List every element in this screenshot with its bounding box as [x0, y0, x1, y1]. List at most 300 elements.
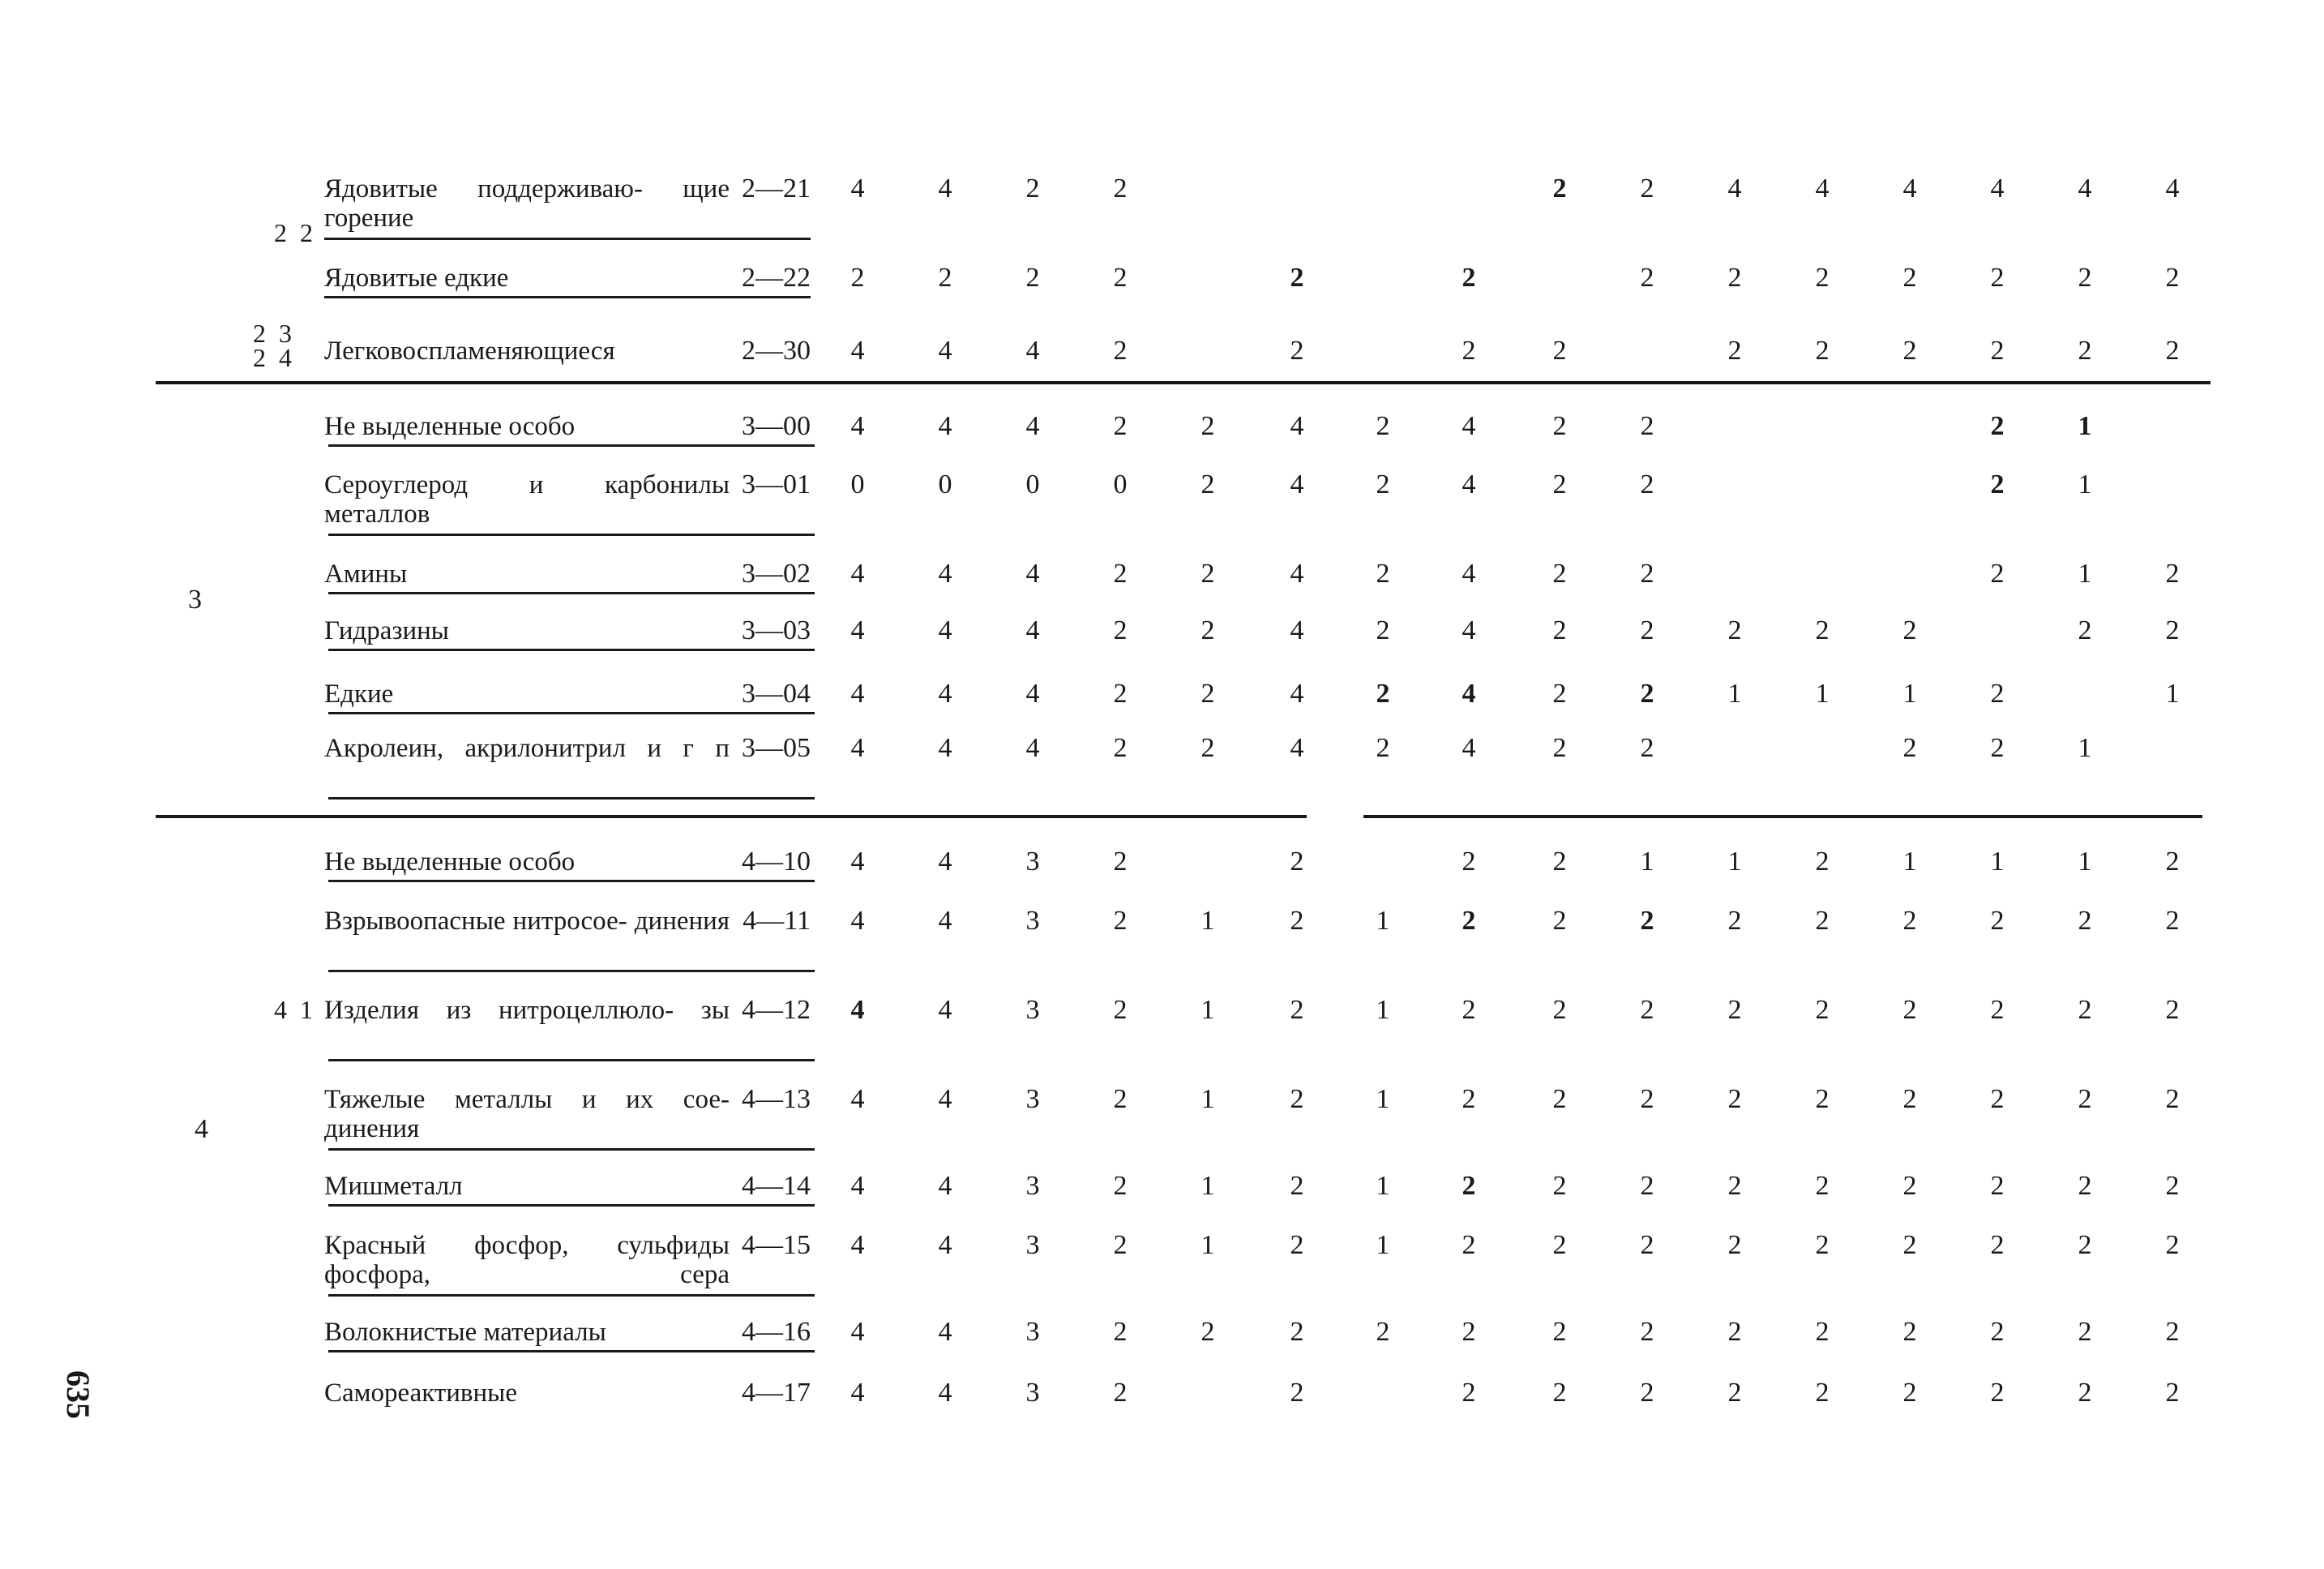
row-underline [328, 880, 815, 882]
table-cell: 2 [1201, 615, 1215, 645]
table-cell: 3 [1025, 847, 1040, 877]
table-cell: 4 [1025, 336, 1040, 366]
row-code: 2—30 [742, 336, 811, 366]
table-cell: 1 [1376, 1171, 1390, 1201]
table-cell: 2 [1462, 1378, 1476, 1408]
table-cell: 3 [1025, 906, 1040, 936]
table-cell: 3 [1025, 1378, 1040, 1408]
table-cell: 1 [1640, 847, 1654, 877]
table-cell: 2 [1113, 559, 1128, 589]
table-cell: 2 [1902, 1317, 1917, 1347]
table-cell: 4 [1290, 469, 1304, 499]
row-name: Легковоспламеняющиеся [324, 337, 615, 366]
table-cell: 2 [2165, 615, 2180, 645]
table-cell: 4 [938, 1378, 952, 1408]
table-cell: 2 [1990, 1378, 2005, 1408]
table-cell: 4 [850, 1317, 865, 1347]
page-number: 635 [60, 1370, 96, 1419]
table-cell: 2 [1552, 469, 1567, 499]
table-cell: 2 [1552, 559, 1567, 589]
table-cell: 2 [1376, 679, 1390, 709]
table-cell: 2 [1640, 733, 1654, 763]
table-cell: 2 [1025, 263, 1040, 293]
table-cell: 2 [1902, 263, 1917, 293]
table-cell: 1 [1376, 995, 1390, 1025]
table-cell: 2 [1990, 336, 2005, 366]
table-cell: 2 [1552, 1230, 1567, 1260]
table-cell: 2 [1290, 1230, 1304, 1260]
table-cell: 2 [1552, 174, 1567, 204]
table-cell: 2 [1113, 1084, 1128, 1114]
table-cell: 1 [1201, 1171, 1215, 1201]
row-code: 4—14 [742, 1171, 811, 1201]
row-name: Амины [324, 559, 408, 589]
table-cell: 2 [1552, 336, 1567, 366]
row-code: 3—00 [742, 411, 811, 441]
table-cell: 4 [1025, 679, 1040, 709]
table-cell: 2 [2078, 336, 2092, 366]
table-cell: 2 [1376, 1317, 1390, 1347]
table-cell: 0 [1113, 469, 1128, 499]
table-cell: 2 [1201, 469, 1215, 499]
table-cell: 2 [1640, 174, 1654, 204]
table-cell: 1 [1201, 906, 1215, 936]
table-cell: 4 [850, 733, 865, 763]
table-cell: 2 [1113, 679, 1128, 709]
table-cell: 2 [2165, 1084, 2180, 1114]
table-cell: 4 [1462, 733, 1476, 763]
table-cell: 2 [1462, 1171, 1476, 1201]
table-cell: 1 [2078, 733, 2092, 763]
row-name: Мишметалл [324, 1172, 463, 1201]
table-cell: 2 [1462, 995, 1476, 1025]
subgroup-label: 4 1 [274, 995, 316, 1024]
row-name: Не выделенные особо [324, 847, 576, 877]
table-cell: 2 [1552, 1084, 1567, 1114]
table-cell: 2 [1902, 995, 1917, 1025]
table-cell: 2 [1640, 615, 1654, 645]
row-name: Красный фосфор, сульфиды фосфора, сера [324, 1231, 730, 1289]
table-cell: 3 [1025, 995, 1040, 1025]
table-cell: 2 [1815, 1378, 1830, 1408]
table-cell: 4 [1290, 733, 1304, 763]
table-cell: 1 [1902, 679, 1917, 709]
table-cell: 4 [1290, 615, 1304, 645]
table-cell: 2 [1201, 679, 1215, 709]
row-name: Самореактивные [324, 1378, 517, 1408]
table-cell: 2 [1990, 263, 2005, 293]
table-cell: 4 [850, 847, 865, 877]
table-cell: 2 [1552, 679, 1567, 709]
row-name: Волокнистые материалы [324, 1318, 606, 1347]
table-cell: 1 [2078, 469, 2092, 499]
table-cell: 2 [2165, 1317, 2180, 1347]
table-cell: 2 [1113, 615, 1128, 645]
table-cell: 2 [1902, 615, 1917, 645]
table-cell: 4 [1902, 174, 1917, 204]
table-cell: 2 [1990, 733, 2005, 763]
row-code: 4—13 [742, 1084, 811, 1114]
row-underline [324, 296, 811, 298]
table-cell: 2 [1113, 847, 1128, 877]
table-cell: 2 [1113, 174, 1128, 204]
row-underline [328, 797, 815, 800]
table-cell: 2 [1815, 1317, 1830, 1347]
table-cell: 3 [1025, 1230, 1040, 1260]
table-cell: 2 [2078, 1378, 2092, 1408]
table-cell: 2 [1902, 1378, 1917, 1408]
table-cell: 4 [850, 1378, 865, 1408]
table-cell: 4 [938, 733, 952, 763]
table-cell: 3 [1025, 1317, 1040, 1347]
table-cell: 2 [1727, 1084, 1742, 1114]
table-cell: 2 [1727, 263, 1742, 293]
table-cell: 2 [2165, 1230, 2180, 1260]
table-cell: 2 [1640, 411, 1654, 441]
table-cell: 2 [1815, 1084, 1830, 1114]
table-cell: 2 [1552, 411, 1567, 441]
table-cell: 2 [1727, 336, 1742, 366]
table-cell: 2 [1113, 995, 1128, 1025]
table-cell: 4 [1290, 411, 1304, 441]
table-cell: 2 [1113, 411, 1128, 441]
table-cell: 4 [1462, 615, 1476, 645]
row-code: 4—16 [742, 1317, 811, 1347]
table-cell: 4 [850, 1084, 865, 1114]
table-cell: 2 [2078, 615, 2092, 645]
table-cell: 1 [1376, 1230, 1390, 1260]
table-cell: 4 [1025, 411, 1040, 441]
table-cell: 2 [1201, 733, 1215, 763]
table-cell: 2 [1552, 847, 1567, 877]
row-name: Ядовитые едкие [324, 264, 509, 293]
table-cell: 2 [1990, 1317, 2005, 1347]
table-cell: 2 [2078, 263, 2092, 293]
table-cell: 2 [1552, 615, 1567, 645]
table-cell: 1 [1815, 679, 1830, 709]
table-cell: 4 [850, 1171, 865, 1201]
table-cell: 4 [850, 1230, 865, 1260]
table-cell: 4 [1815, 174, 1830, 204]
row-underline [328, 592, 815, 594]
table-cell: 2 [1290, 906, 1304, 936]
table-cell: 2 [1462, 847, 1476, 877]
table-cell: 4 [850, 174, 865, 204]
table-cell: 2 [1113, 1317, 1128, 1347]
table-cell: 1 [1201, 1084, 1215, 1114]
table-cell: 2 [2165, 1171, 2180, 1201]
row-name: Гидразины [324, 616, 449, 645]
table-cell: 1 [1727, 679, 1742, 709]
row-code: 4—11 [743, 906, 811, 936]
table-cell: 1 [1902, 847, 1917, 877]
table-cell: 2 [1640, 995, 1654, 1025]
table-cell: 2 [1376, 411, 1390, 441]
table-cell: 2 [1815, 1230, 1830, 1260]
table-cell: 2 [1462, 1230, 1476, 1260]
table-cell: 2 [1462, 336, 1476, 366]
table-cell: 2 [1640, 679, 1654, 709]
row-name: Ядовитые поддерживаю- щие горение [324, 174, 730, 233]
row-code: 4—12 [742, 995, 811, 1025]
table-cell: 2 [1201, 411, 1215, 441]
table-cell: 4 [1462, 411, 1476, 441]
table-cell: 2 [1640, 1378, 1654, 1408]
row-underline [328, 1148, 815, 1151]
table-cell: 0 [850, 469, 865, 499]
table-cell: 2 [1990, 906, 2005, 936]
row-code: 4—17 [742, 1378, 811, 1408]
row-code: 4—10 [742, 847, 811, 877]
table-cell: 2 [1640, 1317, 1654, 1347]
row-underline [328, 649, 815, 651]
table-cell: 2 [1290, 336, 1304, 366]
table-cell: 2 [1376, 733, 1390, 763]
table-cell: 2 [1815, 263, 1830, 293]
table-cell: 2 [1113, 336, 1128, 366]
table-cell: 2 [1640, 559, 1654, 589]
table-cell: 2 [1462, 1084, 1476, 1114]
table-cell: 2 [2165, 263, 2180, 293]
table-cell: 2 [1113, 1171, 1128, 1201]
table-cell: 4 [1290, 559, 1304, 589]
table-cell: 1 [1201, 1230, 1215, 1260]
table-cell: 4 [938, 615, 952, 645]
table-cell: 2 [1902, 336, 1917, 366]
table-cell: 0 [938, 469, 952, 499]
table-cell: 2 [1552, 1171, 1567, 1201]
row-name: Едкие [324, 679, 394, 709]
table-cell: 3 [1025, 1171, 1040, 1201]
table-cell: 2 [1815, 847, 1830, 877]
table-cell: 2 [1902, 1171, 1917, 1201]
table-cell: 2 [1815, 1171, 1830, 1201]
row-name: Акролеин, акрилонитрил и г п [324, 734, 730, 763]
table-cell: 3 [1025, 1084, 1040, 1114]
table-cell: 2 [1727, 1171, 1742, 1201]
table-cell: 2 [2165, 559, 2180, 589]
table-cell: 2 [850, 263, 865, 293]
table-cell: 4 [850, 906, 865, 936]
row-underline [328, 1059, 815, 1061]
row-code: 3—04 [742, 679, 811, 709]
table-cell: 1 [2078, 411, 2092, 441]
table-cell: 4 [938, 411, 952, 441]
table-cell: 2 [1552, 995, 1567, 1025]
table-cell: 2 [1990, 559, 2005, 589]
table-cell: 2 [1113, 906, 1128, 936]
table-cell: 4 [850, 679, 865, 709]
table-cell: 4 [938, 1171, 952, 1201]
table-cell: 4 [1990, 174, 2005, 204]
table-cell: 4 [2165, 174, 2180, 204]
row-code: 2—22 [742, 263, 811, 293]
table-cell: 4 [850, 995, 865, 1025]
row-code: 3—05 [742, 733, 811, 763]
table-cell: 2 [1990, 411, 2005, 441]
table-cell: 4 [938, 1230, 952, 1260]
table-cell: 1 [2165, 679, 2180, 709]
table-cell: 4 [938, 1317, 952, 1347]
table-cell: 2 [1290, 1171, 1304, 1201]
table-cell: 2 [1376, 615, 1390, 645]
table-cell: 4 [850, 336, 865, 366]
table-cell: 2 [1727, 995, 1742, 1025]
table-cell: 2 [938, 263, 952, 293]
table-cell: 2 [1462, 1317, 1476, 1347]
row-code: 3—03 [742, 615, 811, 645]
section-divider [156, 381, 2211, 384]
table-cell: 2 [1727, 906, 1742, 936]
table-cell: 2 [1815, 336, 1830, 366]
row-code: 2—21 [742, 174, 811, 204]
table-cell: 0 [1025, 469, 1040, 499]
table-cell: 2 [1552, 1317, 1567, 1347]
table-cell: 2 [2165, 906, 2180, 936]
subgroup-label: 2 3 2 4 [253, 319, 295, 372]
table-cell: 2 [1640, 1171, 1654, 1201]
table-cell: 2 [1727, 1378, 1742, 1408]
table-cell: 2 [1640, 469, 1654, 499]
table-cell: 2 [1990, 1084, 2005, 1114]
table-cell: 2 [1290, 1378, 1304, 1408]
table-cell: 2 [2165, 995, 2180, 1025]
table-cell: 2 [1290, 995, 1304, 1025]
table-cell: 4 [2078, 174, 2092, 204]
table-cell: 4 [1290, 679, 1304, 709]
table-cell: 2 [1640, 263, 1654, 293]
row-code: 4—15 [742, 1230, 811, 1260]
table-cell: 1 [2078, 559, 2092, 589]
table-cell: 4 [1462, 559, 1476, 589]
table-cell: 4 [938, 847, 952, 877]
table-cell: 2 [1727, 1230, 1742, 1260]
section-divider [156, 815, 1307, 818]
table-cell: 2 [1902, 1084, 1917, 1114]
row-underline [328, 712, 815, 714]
table-cell: 2 [1552, 906, 1567, 936]
table-cell: 2 [1815, 995, 1830, 1025]
table-cell: 4 [850, 411, 865, 441]
table-cell: 4 [938, 1084, 952, 1114]
table-cell: 2 [2078, 906, 2092, 936]
row-underline [324, 238, 811, 240]
table-cell: 4 [938, 174, 952, 204]
table-cell: 2 [2078, 1317, 2092, 1347]
table-cell: 4 [938, 679, 952, 709]
table-cell: 2 [1640, 906, 1654, 936]
table-cell: 2 [1902, 1230, 1917, 1260]
table-cell: 4 [938, 906, 952, 936]
table-cell: 1 [2078, 847, 2092, 877]
table-cell: 1 [1727, 847, 1742, 877]
group-label: 4 [195, 1114, 208, 1144]
table-cell: 2 [1290, 263, 1304, 293]
table-cell: 1 [1376, 906, 1390, 936]
table-cell: 2 [2165, 1378, 2180, 1408]
table-cell: 2 [1462, 906, 1476, 936]
row-name: Изделия из нитроцеллюло- зы [324, 996, 730, 1025]
row-name: Сероуглерод и карбонилы металлов [324, 470, 730, 529]
table-cell: 2 [1201, 559, 1215, 589]
table-cell: 2 [1815, 615, 1830, 645]
table-cell: 2 [1113, 1230, 1128, 1260]
section-divider [1363, 815, 2202, 818]
table-cell: 2 [1290, 1084, 1304, 1114]
table-cell: 2 [1025, 174, 1040, 204]
table-cell: 2 [1990, 995, 2005, 1025]
table-cell: 2 [1640, 1084, 1654, 1114]
table-cell: 2 [1113, 733, 1128, 763]
table-cell: 4 [938, 559, 952, 589]
table-cell: 2 [1640, 1230, 1654, 1260]
row-name: Тяжелые металлы и их сое- динения [324, 1085, 730, 1143]
table-cell: 2 [1902, 733, 1917, 763]
table-cell: 2 [1552, 733, 1567, 763]
table-cell: 2 [1462, 263, 1476, 293]
table-cell: 2 [1990, 1230, 2005, 1260]
table-cell: 2 [2165, 847, 2180, 877]
table-cell: 4 [938, 336, 952, 366]
table-cell: 1 [1201, 995, 1215, 1025]
table-cell: 4 [938, 995, 952, 1025]
row-underline [328, 534, 815, 536]
table-cell: 2 [1990, 1171, 2005, 1201]
table-cell: 4 [1462, 679, 1476, 709]
table-cell: 4 [1025, 733, 1040, 763]
table-cell: 4 [850, 615, 865, 645]
table-cell: 2 [2078, 1171, 2092, 1201]
table-cell: 2 [1113, 1378, 1128, 1408]
table-cell: 2 [2078, 1084, 2092, 1114]
table-cell: 2 [2078, 1230, 2092, 1260]
table-cell: 2 [1552, 1378, 1567, 1408]
table-cell: 2 [1727, 615, 1742, 645]
row-underline [328, 1204, 815, 1207]
table-cell: 2 [1727, 1317, 1742, 1347]
row-code: 3—02 [742, 559, 811, 589]
table-cell: 2 [1815, 906, 1830, 936]
row-underline [328, 1350, 815, 1353]
table-cell: 4 [1462, 469, 1476, 499]
row-name: Не выделенные особо [324, 412, 576, 441]
table-cell: 2 [1376, 559, 1390, 589]
row-underline [328, 1294, 815, 1297]
table-cell: 4 [1025, 559, 1040, 589]
table-cell: 2 [2078, 995, 2092, 1025]
table-cell: 4 [1727, 174, 1742, 204]
table-cell: 2 [2165, 336, 2180, 366]
table-cell: 2 [1990, 679, 2005, 709]
table-cell: 2 [1902, 906, 1917, 936]
subgroup-label: 2 2 [274, 218, 316, 247]
table-cell: 2 [1113, 263, 1128, 293]
table-cell: 2 [1990, 469, 2005, 499]
table-cell: 4 [850, 559, 865, 589]
table-cell: 1 [1376, 1084, 1390, 1114]
table-cell: 2 [1290, 1317, 1304, 1347]
table-cell: 1 [1990, 847, 2005, 877]
row-code: 3—01 [742, 469, 811, 499]
table-cell: 2 [1201, 1317, 1215, 1347]
row-underline [328, 970, 815, 972]
row-name: Взрывоопасные нитросое- динения [324, 907, 730, 936]
row-underline [328, 444, 815, 447]
group-label: 3 [188, 585, 202, 615]
table-cell: 2 [1376, 469, 1390, 499]
table-cell: 2 [1290, 847, 1304, 877]
table-cell: 4 [1025, 615, 1040, 645]
